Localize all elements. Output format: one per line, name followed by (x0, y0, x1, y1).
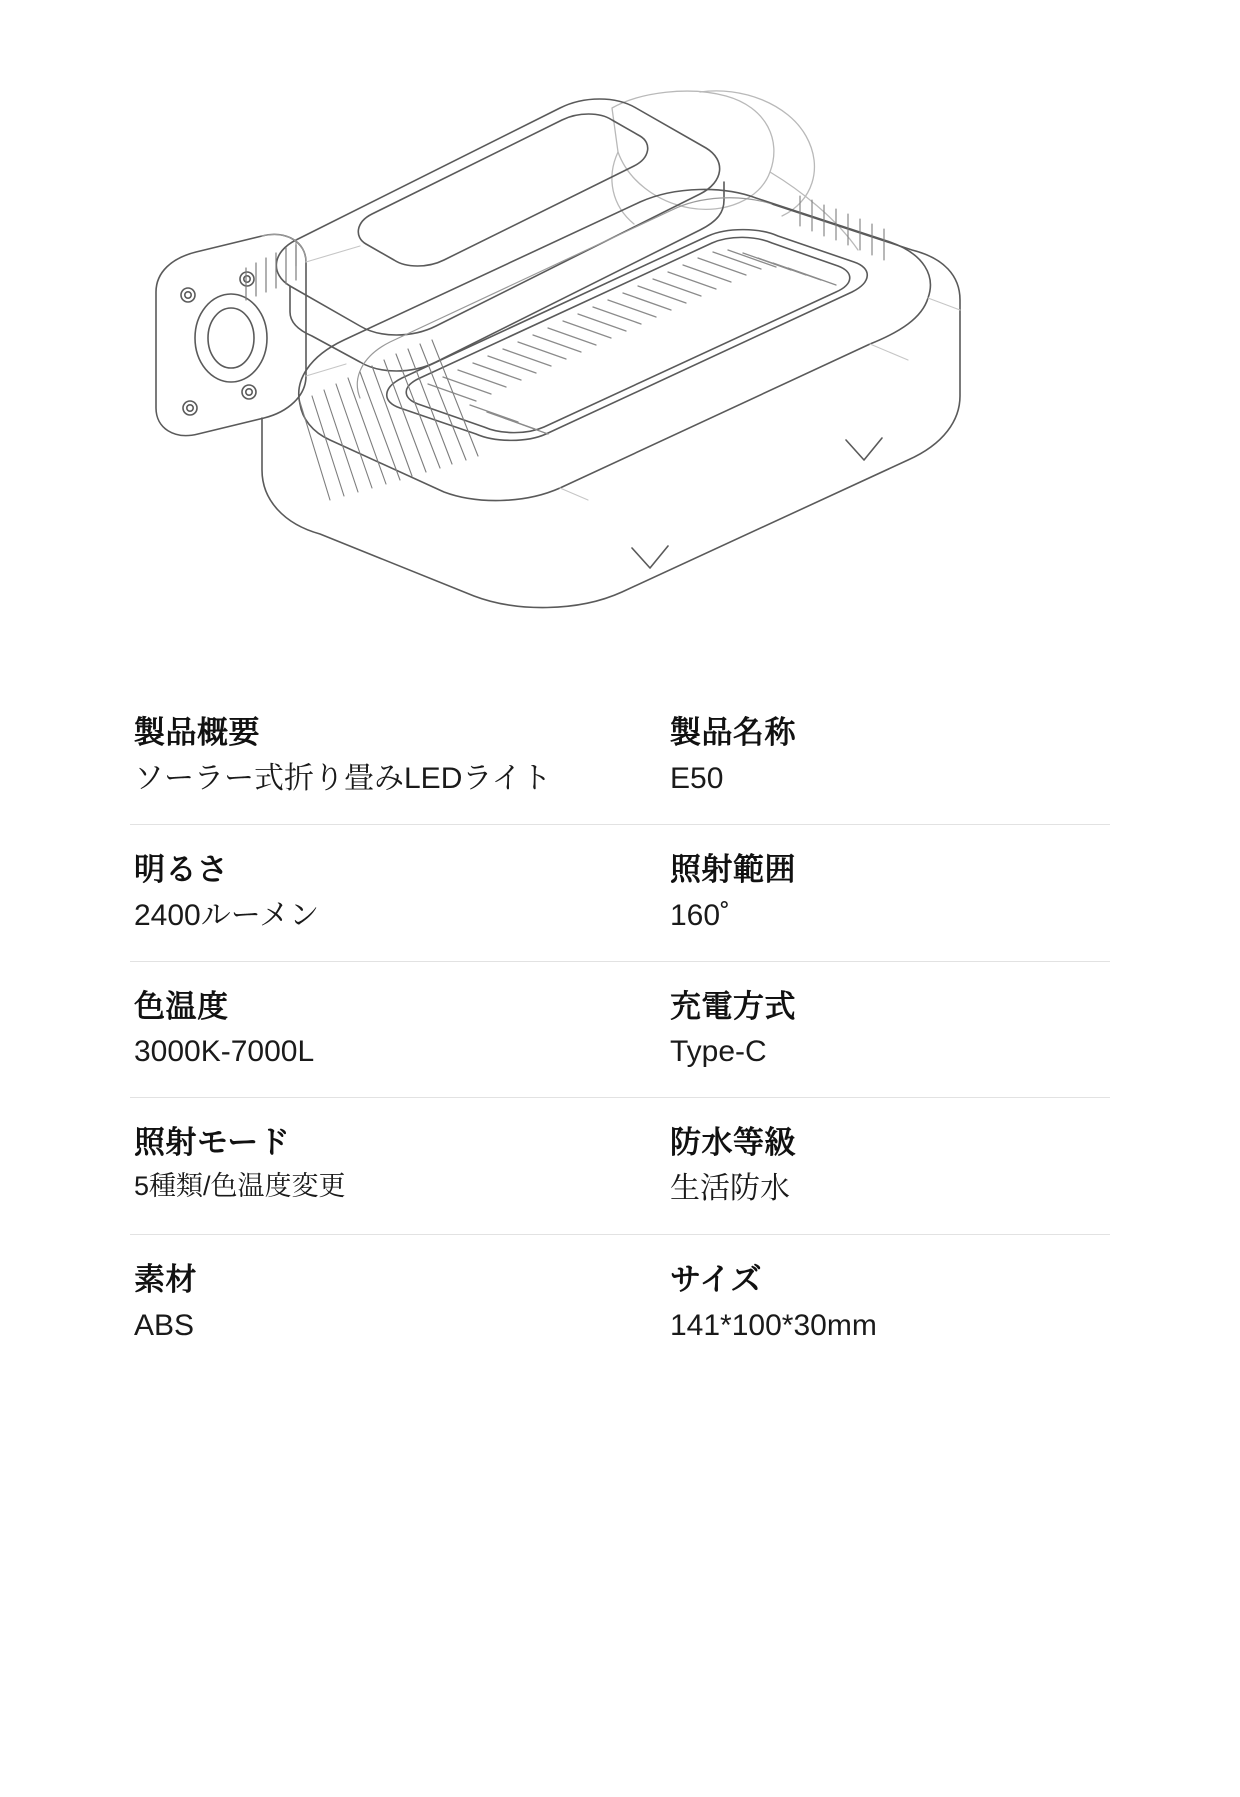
spec-value: ソーラー式折り畳みLEDライト (134, 761, 552, 795)
spec-label: 照射範囲 (670, 851, 796, 887)
product-illustration (0, 0, 1240, 690)
spec-cell-right (670, 1124, 1110, 1208)
spec-cell-left (130, 1124, 670, 1204)
spec-label: 製品名称 (670, 715, 796, 750)
spec-label: 防水等級 (670, 1125, 796, 1161)
latch-mark-center (632, 546, 668, 568)
table-row (130, 825, 1110, 962)
spec-cell-left (130, 714, 670, 798)
specification-table (130, 690, 1110, 1371)
spec-value: 2400ルーメン (134, 898, 320, 932)
spec-label: サイズ (670, 1262, 763, 1297)
lid-top-face (276, 99, 719, 335)
spec-value: E50 (670, 761, 724, 795)
spec-cell-left (130, 988, 670, 1072)
spec-value: 141*100*30mm (670, 1308, 877, 1342)
lid-fin-hatching (246, 245, 296, 300)
spec-cell-right (670, 714, 1110, 798)
table-row (130, 962, 1110, 1099)
spec-cell-left (130, 851, 670, 935)
spec-label: 照射モード (134, 1125, 291, 1161)
solar-cell-stripes (428, 250, 836, 434)
spec-label: 充電方式 (670, 988, 796, 1024)
spec-label: 製品概要 (134, 715, 260, 750)
product-line-drawing (0, 0, 1240, 690)
table-row (130, 690, 1110, 825)
spec-value: 3000K-7000L (134, 1035, 315, 1069)
bolt-bottom-left (183, 401, 197, 415)
table-row (130, 1098, 1110, 1235)
right-fin-hatching (800, 196, 884, 260)
spec-cell-left (130, 1261, 670, 1345)
spec-value: Type-C (670, 1035, 767, 1069)
hinge-barrel (156, 234, 306, 435)
table-row (130, 1235, 1110, 1371)
hinge-inner-ring (208, 308, 254, 368)
spec-value: 160˚ (670, 898, 731, 932)
bolt-top-right (240, 272, 254, 286)
latch-mark-right (846, 438, 882, 460)
spec-cell-right (670, 851, 1110, 935)
spec-value: ABS (134, 1308, 195, 1342)
spec-label: 色温度 (134, 988, 229, 1024)
bolt-bottom-right (242, 385, 256, 399)
spec-value: 生活防水 (670, 1172, 790, 1205)
spec-value: 5種類/色温度変更 (134, 1171, 346, 1201)
bolt-top-left (181, 288, 195, 302)
body-outline-front (262, 204, 960, 608)
spec-cell-right (670, 1261, 1110, 1345)
spec-label: 明るさ (134, 851, 229, 887)
spec-label: 素材 (134, 1262, 197, 1297)
construction-lines (306, 246, 960, 500)
spec-cell-right (670, 988, 1110, 1072)
